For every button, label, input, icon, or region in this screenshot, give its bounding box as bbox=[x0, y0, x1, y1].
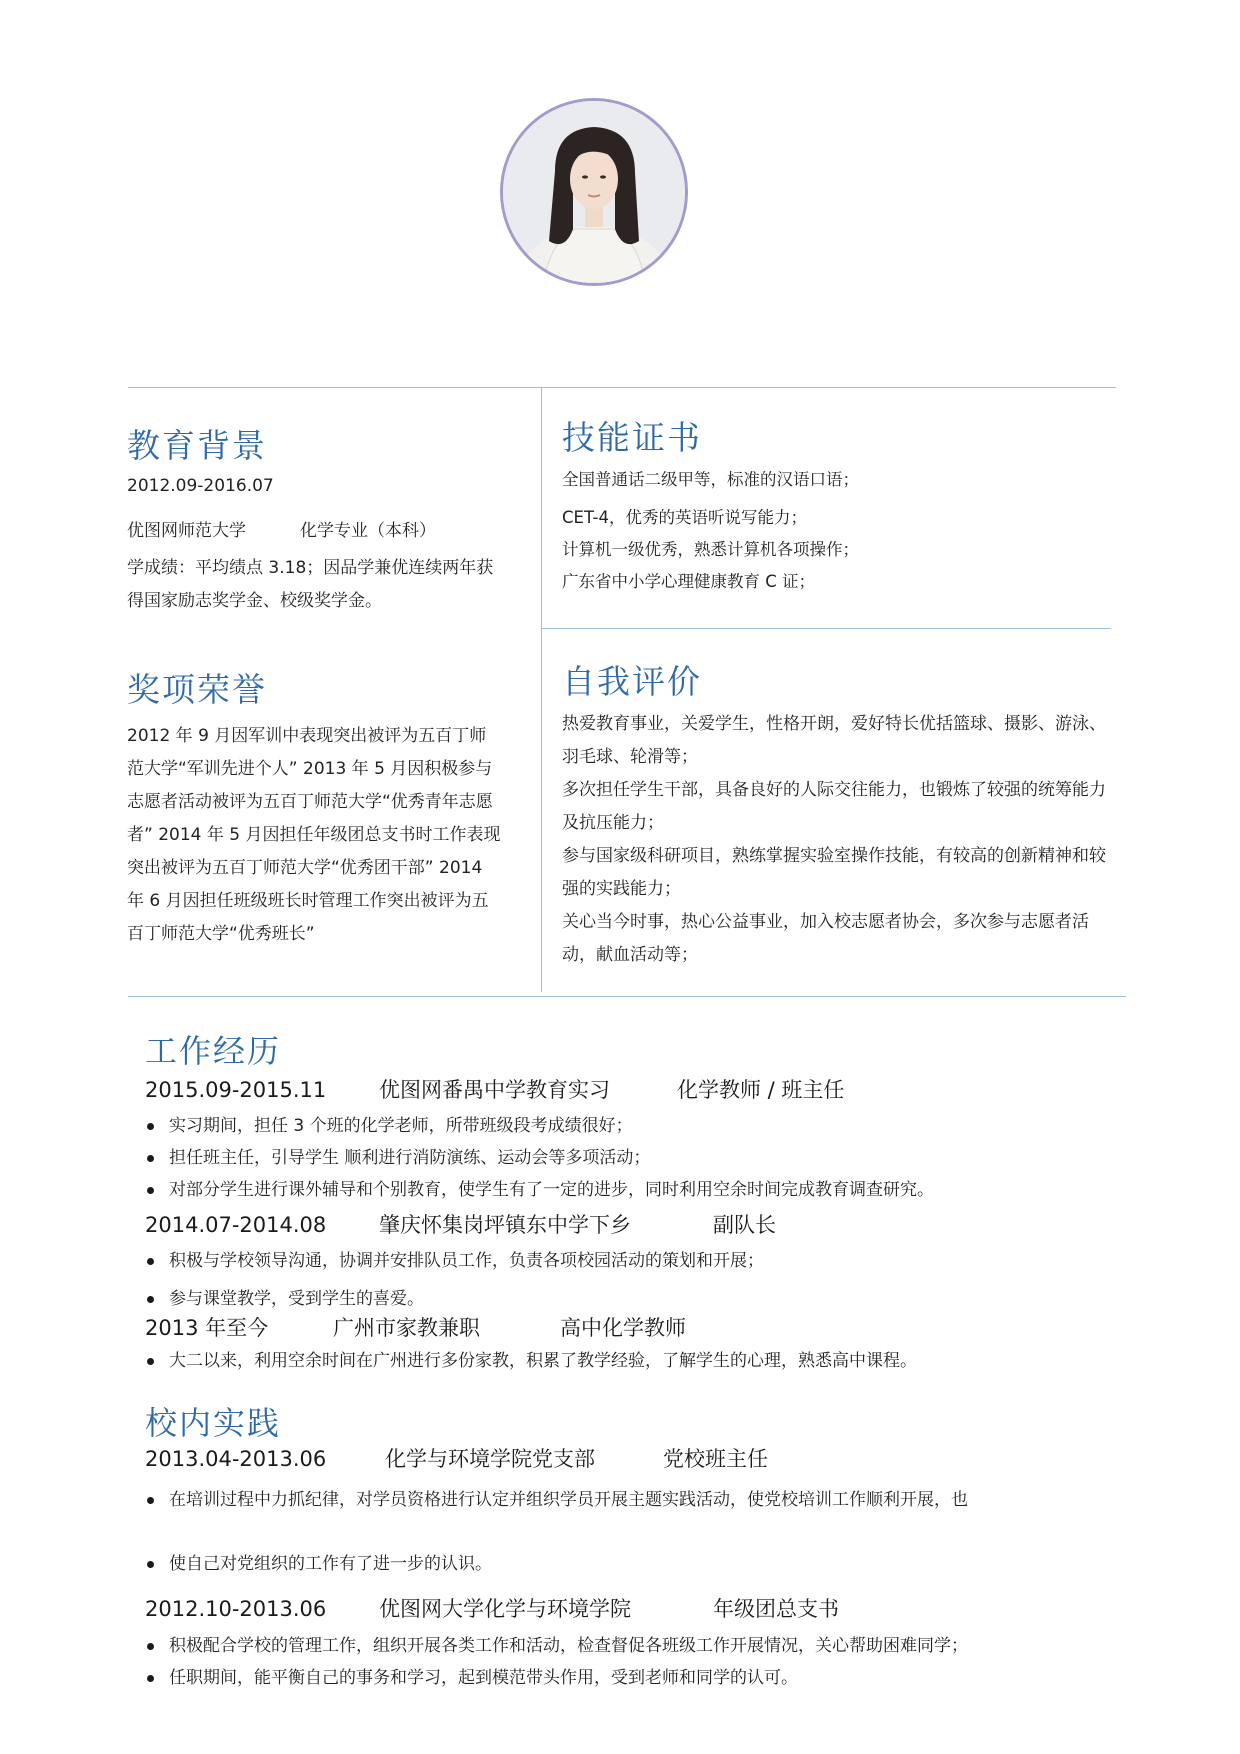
self-eval-title: 自我评价 bbox=[562, 662, 702, 701]
job-bullet: 担任班主任，引导学生 顺利进行消防演练、运动会等多项活动； bbox=[145, 1142, 1125, 1174]
campus-job bbox=[145, 1444, 1125, 1580]
campus-job bbox=[145, 1594, 1125, 1694]
profile-photo bbox=[500, 98, 688, 286]
column-divider bbox=[541, 387, 542, 992]
bullet-dot bbox=[147, 1675, 154, 1682]
job-period: 2013 年至今 bbox=[145, 1316, 269, 1340]
self-eval-list bbox=[562, 708, 1122, 972]
awards-text: 2012 年 9 月因军训中表现突出被评为五百丁师范大学“军训先进个人” 2013 年 5 月因积极参与志愿者活动被评为五百丁师范大学“优秀青年志愿者” 2014 年 5 月因担任年级团总支书时工作表现突出被评为五百丁师范大学“优秀团干部” 2014 年 6 月因担任班级班长时管理工作突出被评为五百丁师范大学“优秀班长” bbox=[127, 726, 501, 944]
middle-divider bbox=[128, 996, 1126, 997]
job-bullet: 大二以来，利用空余时间在广州进行多份家教，积累了教学经验，了解学生的心理，熟悉高中课程。 bbox=[145, 1345, 1125, 1377]
skill-item: 计算机一级优秀，熟悉计算机各项操作； bbox=[562, 540, 859, 559]
portrait-image bbox=[503, 101, 685, 283]
bullet-dot bbox=[147, 1497, 154, 1504]
job-role: 副队长 bbox=[713, 1213, 776, 1237]
job-org: 化学与环境学院党支部 bbox=[385, 1447, 595, 1471]
education-school: 优图网师范大学 bbox=[127, 521, 246, 541]
self-eval-item: 热爱教育事业，关爱学生，性格开朗，爱好特长优括篮球、摄影、游泳、羽毛球、轮滑等； bbox=[562, 714, 1106, 767]
job-period: 2013.04-2013.06 bbox=[145, 1447, 327, 1471]
awards-title: 奖项荣誉 bbox=[127, 670, 267, 709]
job-bullet: 积极配合学校的管理工作，组织开展各类工作和活动，检查督促各班级工作开展情况，关心帮助困难同学； bbox=[145, 1630, 1125, 1662]
job-bullet: 积极与学校领导沟通，协调并安排队员工作，负责各项校园活动的策划和开展； bbox=[145, 1245, 1125, 1277]
work-title: 工作经历 bbox=[145, 1032, 282, 1070]
education-major: 化学专业（本科） bbox=[300, 521, 436, 541]
self-eval-item: 多次担任学生干部，具备良好的人际交往能力，也锻炼了较强的统筹能力及抗压能力； bbox=[562, 780, 1106, 833]
education-period: 2012.09-2016.07 bbox=[127, 476, 274, 496]
job-header bbox=[145, 1594, 1125, 1624]
job-role: 年级团总支书 bbox=[713, 1597, 839, 1621]
job-header bbox=[145, 1210, 1125, 1240]
self-eval-item: 参与国家级科研项目，熟练掌握实验室操作技能，有较高的创新精神和较强的实践能力； bbox=[562, 846, 1106, 899]
work-job bbox=[145, 1075, 1125, 1206]
job-period: 2015.09-2015.11 bbox=[145, 1078, 327, 1102]
self-eval-item: 关心当今时事，热心公益事业，加入校志愿者协会，多次参与志愿者活动，献血活动等； bbox=[562, 912, 1089, 965]
bullet-dot bbox=[147, 1123, 154, 1130]
job-bullet: 任职期间，能平衡自己的事务和学习，起到模范带头作用，受到老师和同学的认可。 bbox=[145, 1662, 1125, 1694]
top-divider bbox=[128, 387, 1116, 388]
job-org: 广州市家教兼职 bbox=[333, 1316, 480, 1340]
education-title: 教育背景 bbox=[127, 426, 267, 465]
skills-title: 技能证书 bbox=[562, 418, 702, 457]
skill-item: CET-4，优秀的英语听说写能力； bbox=[562, 508, 807, 527]
skill-item: 广东省中小学心理健康教育 C 证； bbox=[562, 572, 816, 591]
right-column-divider bbox=[541, 628, 1111, 629]
bullet-dot bbox=[147, 1258, 154, 1265]
bullet-dot bbox=[147, 1561, 154, 1568]
job-header bbox=[145, 1444, 1125, 1474]
bullet-dot bbox=[147, 1155, 154, 1162]
education-detail: 学成绩：平均绩点 3.18；因品学兼优连续两年获得国家励志奖学金、校级奖学金。 bbox=[127, 558, 494, 611]
job-org: 优图网番禺中学教育实习 bbox=[379, 1078, 610, 1102]
bullet-dot bbox=[147, 1296, 154, 1303]
job-bullet: 参与课堂教学，受到学生的喜爱。 bbox=[145, 1283, 1125, 1315]
job-role: 化学教师 / 班主任 bbox=[677, 1078, 845, 1102]
job-bullet: 实习期间，担任 3 个班的化学老师，所带班级段考成绩很好； bbox=[145, 1110, 1125, 1142]
job-header bbox=[145, 1075, 1125, 1105]
job-period: 2012.10-2013.06 bbox=[145, 1597, 327, 1621]
job-bullet: 在培训过程中力抓纪律，对学员资格进行认定并组织学员开展主题实践活动，使党校培训工作顺利开展，也 bbox=[145, 1484, 1125, 1516]
job-bullet: 使自己对党组织的工作有了进一步的认识。 bbox=[145, 1548, 1125, 1580]
skills-list bbox=[562, 464, 1122, 598]
job-org: 优图网大学化学与环境学院 bbox=[379, 1597, 631, 1621]
job-role: 党校班主任 bbox=[663, 1447, 768, 1471]
job-header bbox=[145, 1313, 1125, 1343]
campus-title: 校内实践 bbox=[145, 1404, 282, 1442]
job-bullet: 对部分学生进行课外辅导和个别教育，使学生有了一定的进步，同时利用空余时间完成教育调查研究。 bbox=[145, 1174, 1125, 1206]
work-job bbox=[145, 1313, 1125, 1377]
skill-item: 全国普通话二级甲等，标准的汉语口语； bbox=[562, 470, 859, 489]
bullet-dot bbox=[147, 1187, 154, 1194]
job-role: 高中化学教师 bbox=[560, 1316, 686, 1340]
bullet-dot bbox=[147, 1358, 154, 1365]
job-period: 2014.07-2014.08 bbox=[145, 1213, 327, 1237]
job-org: 肇庆怀集岗坪镇东中学下乡 bbox=[379, 1213, 631, 1237]
bullet-dot bbox=[147, 1643, 154, 1650]
work-job bbox=[145, 1210, 1125, 1315]
